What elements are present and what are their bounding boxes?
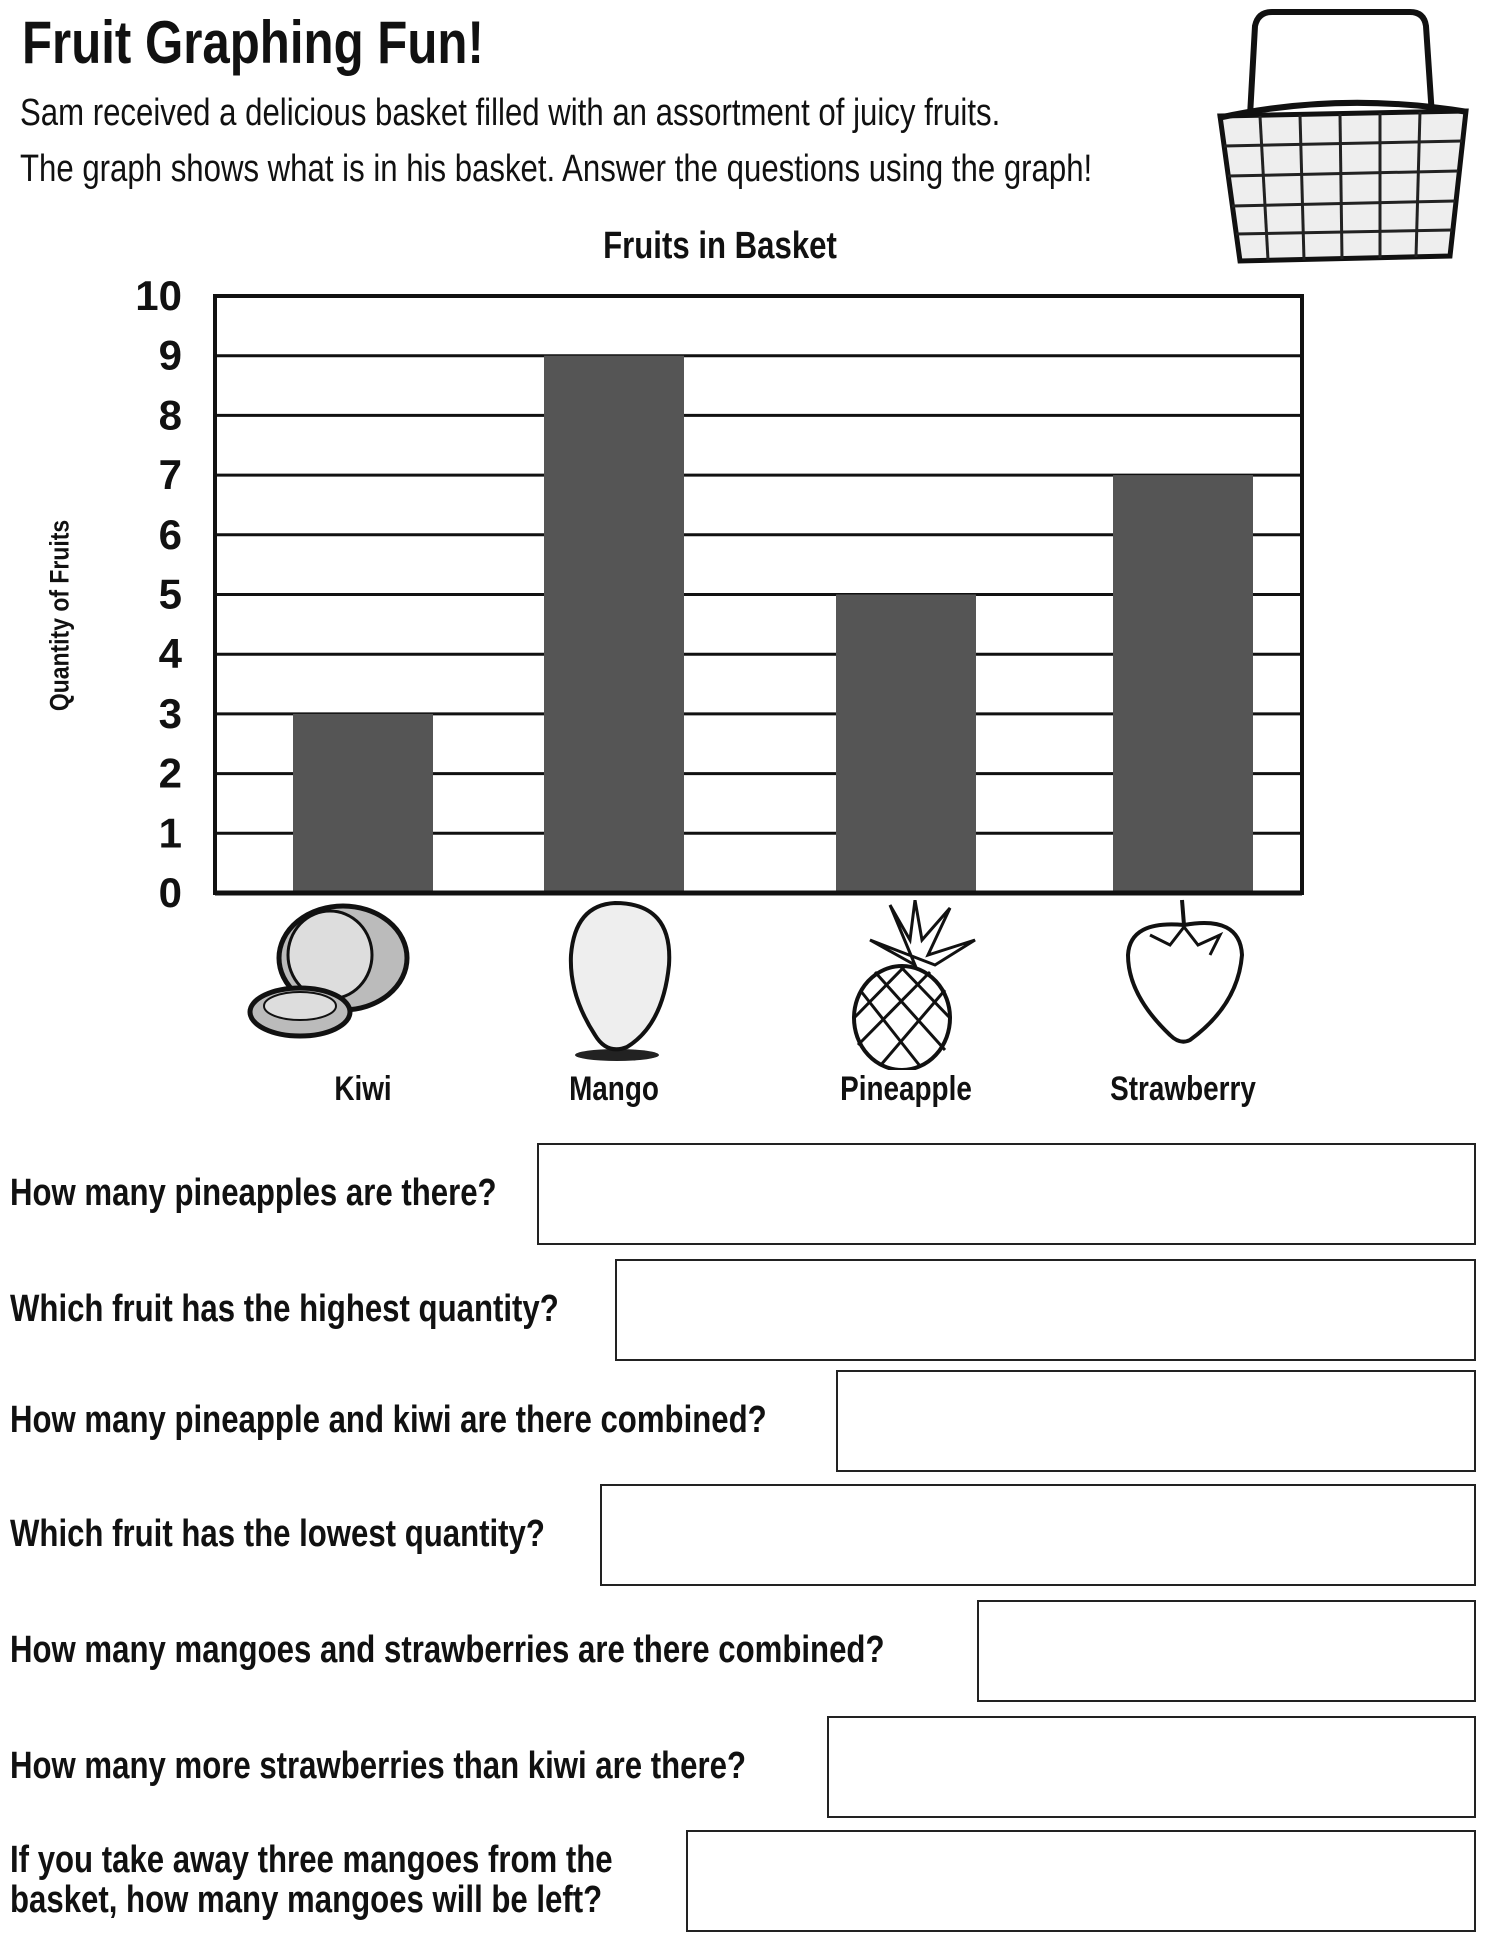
bar-strawberry [1113,475,1253,893]
x-tick-label: Strawberry [1110,1070,1256,1108]
y-tick-label: 10 [135,272,182,319]
question-7: If you take away three mangoes from the basket, how many mangoes will be left? [10,1839,613,1921]
x-tick-label: Kiwi [334,1070,392,1108]
mango-icon [555,895,685,1065]
y-tick-label: 4 [158,630,182,678]
intro-line-1: Sam received a delicious basket filled with an assortment of juicy fruits. [20,92,1001,134]
bar-pineapple [836,595,976,894]
answer-box-1[interactable] [537,1143,1476,1245]
x-tick-label: Pineapple [840,1070,972,1108]
y-tick-label: 0 [158,869,182,916]
y-tick-label: 1 [158,809,182,857]
y-tick-label: 3 [158,689,182,737]
answer-box-4[interactable] [600,1484,1476,1586]
question-1: How many pineapples are there? [10,1172,497,1214]
y-tick-label: 5 [158,570,182,618]
y-tick-label: 9 [158,331,182,379]
chart-title: Fruits in Basket [603,225,837,267]
answer-box-3[interactable] [836,1370,1476,1472]
bar-mango [544,356,684,893]
question-2: Which fruit has the highest quantity? [10,1288,559,1330]
page-title: Fruit Graphing Fun! [22,9,484,76]
y-axis-label: Quantity of Fruits [44,519,75,712]
kiwi-icon [245,900,415,1040]
answer-box-7[interactable] [686,1830,1476,1932]
answer-box-6[interactable] [827,1716,1476,1818]
y-tick-label: 7 [158,451,182,499]
pineapple-icon [840,900,990,1070]
intro-line-2: The graph shows what is in his basket. Answer the questions using the graph! [20,148,1093,190]
x-tick-label: Mango [569,1070,659,1108]
question-4: Which fruit has the lowest quantity? [10,1513,545,1555]
strawberry-icon [1120,895,1250,1045]
y-tick-label: 8 [158,391,182,439]
bar-kiwi [293,714,433,893]
y-tick-label: 2 [158,749,182,797]
question-5: How many mangoes and strawberries are there combined? [10,1629,885,1671]
answer-box-5[interactable] [977,1600,1476,1702]
answer-box-2[interactable] [615,1259,1476,1361]
y-tick-label: 6 [158,510,182,558]
question-6: How many more strawberries than kiwi are there? [10,1745,746,1787]
question-3: How many pineapple and kiwi are there combined? [10,1399,767,1441]
